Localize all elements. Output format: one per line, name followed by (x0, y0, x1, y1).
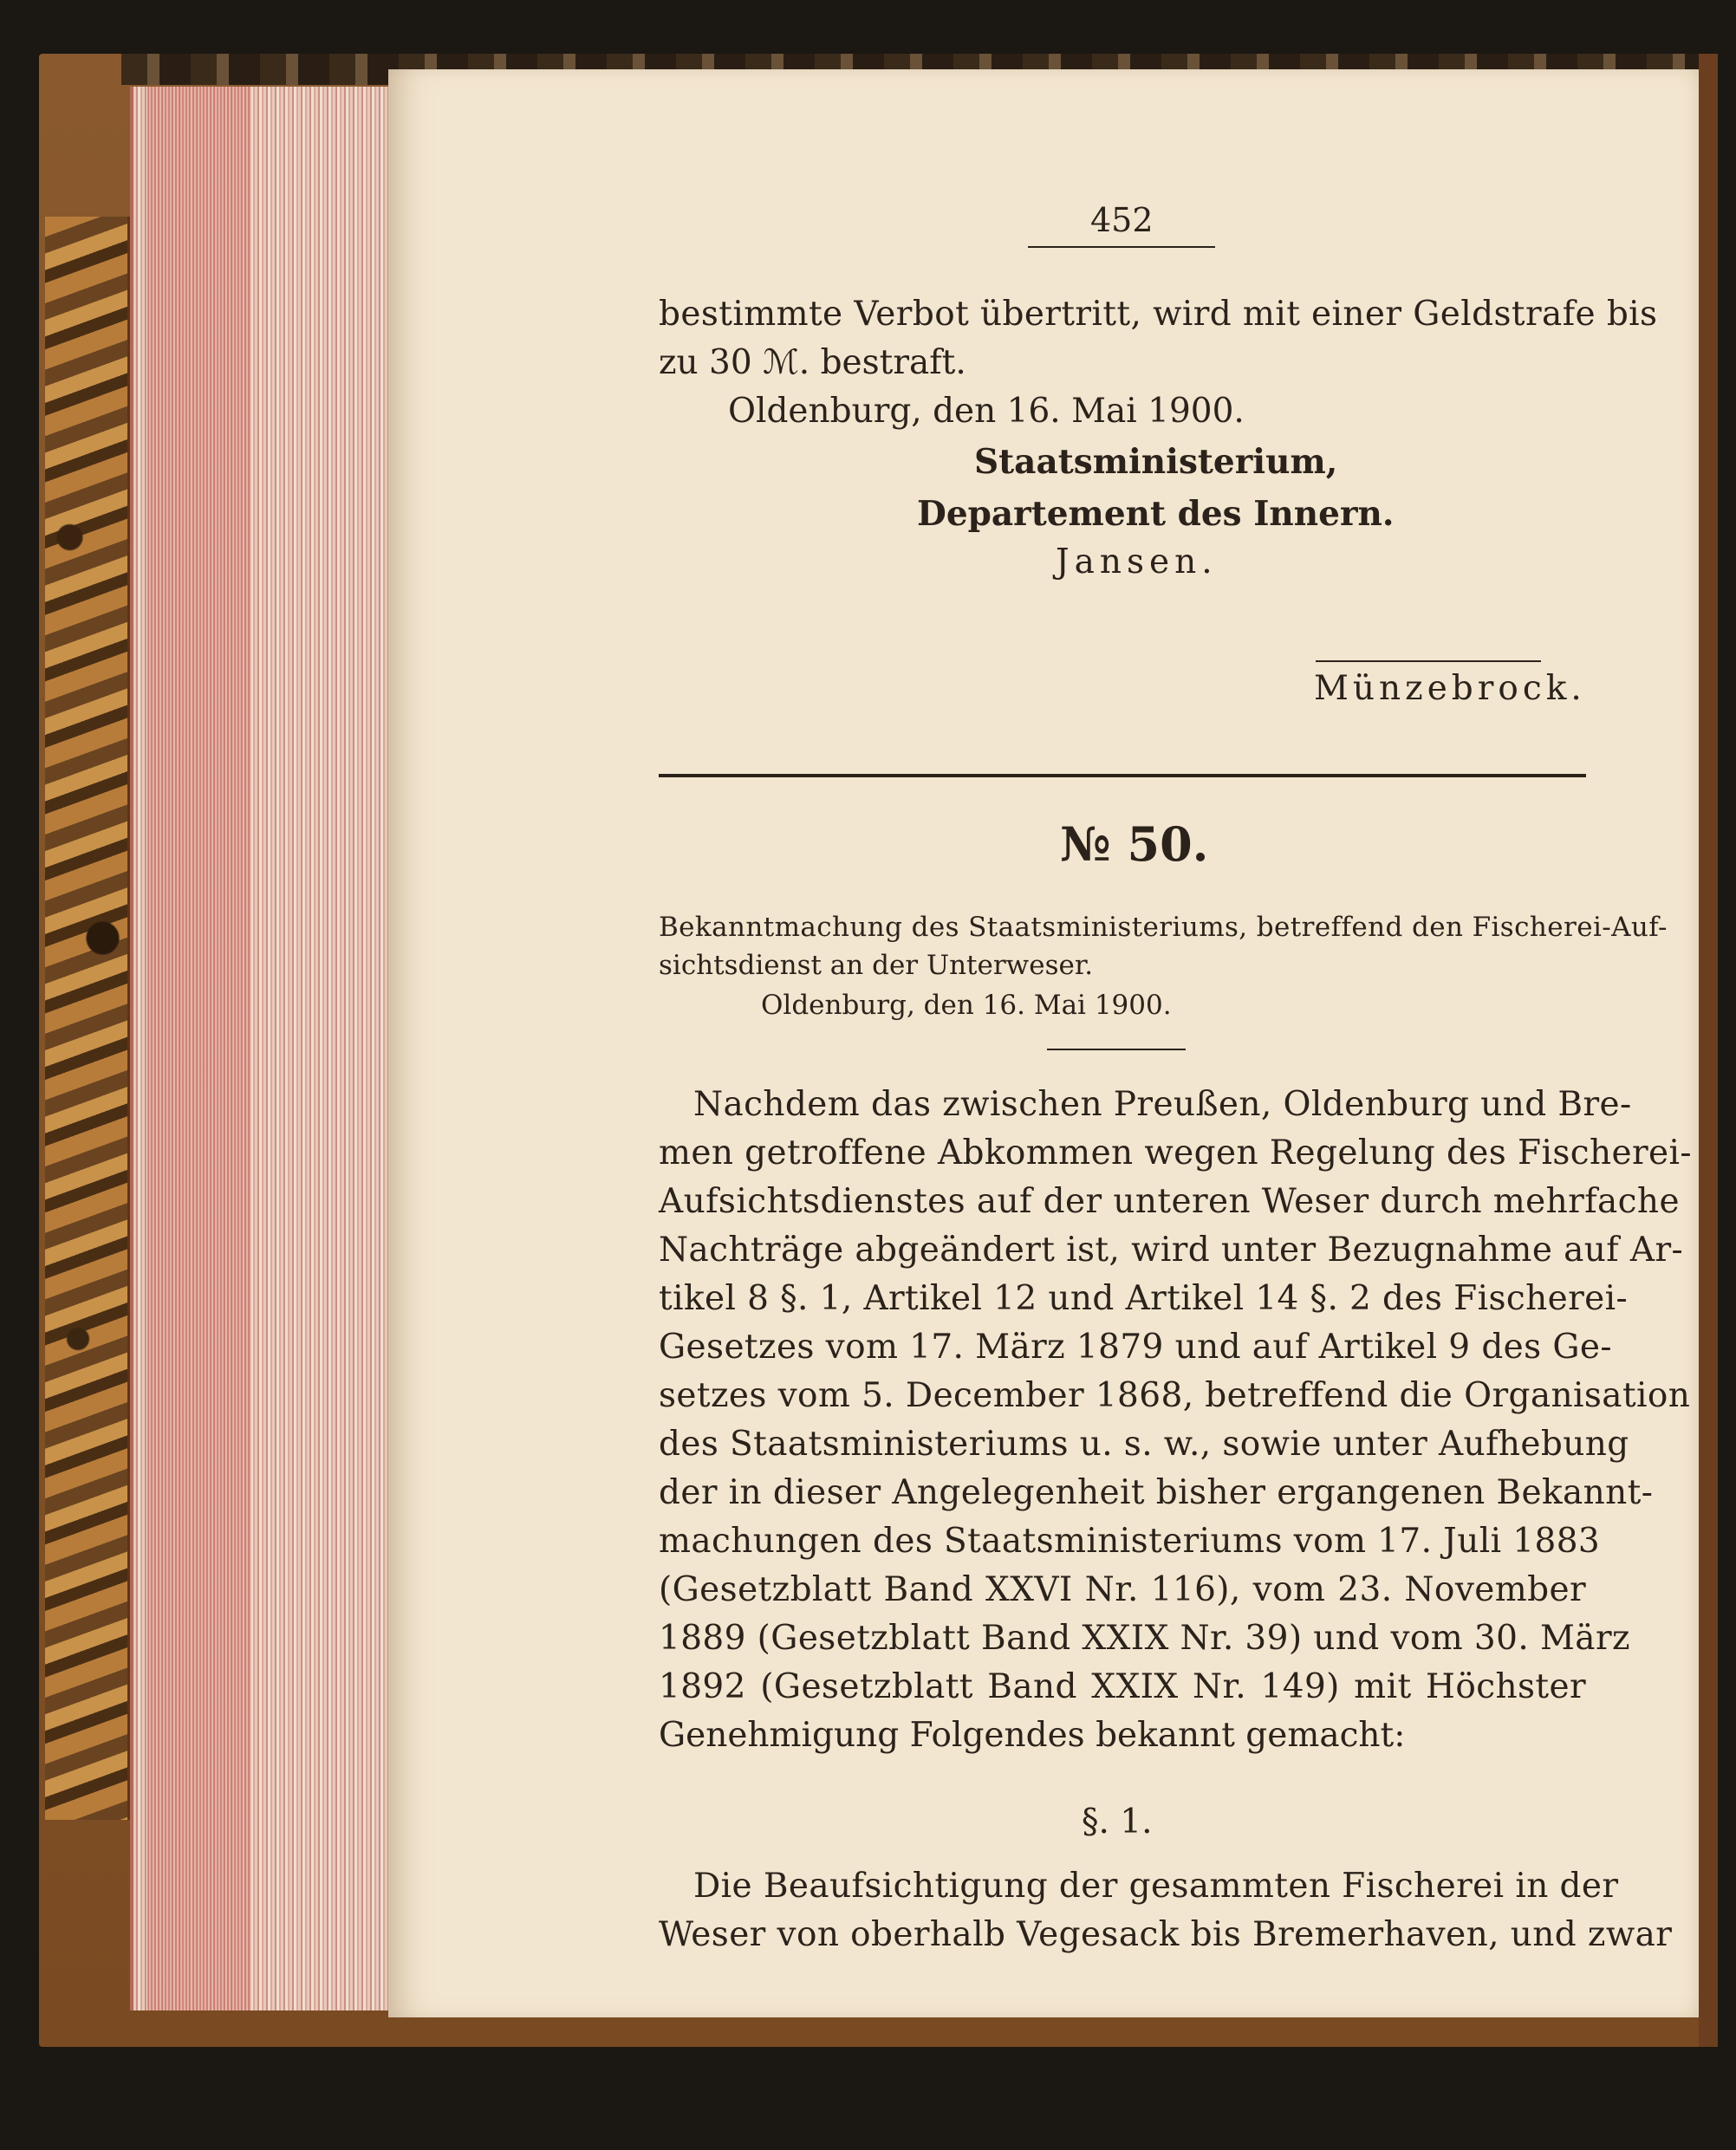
section-line: Weser von oberhalb Vegesack bis Bremerhaven, und zwar (659, 1915, 1673, 1954)
book-page (388, 69, 1699, 2017)
body-line: machungen des Staatsministeriums vom 17. Juli 1883 (659, 1522, 1601, 1561)
body-line: (Gesetzblatt Band XXVI Nr. 116), vom 23. November (659, 1570, 1586, 1609)
marbled-spine (45, 217, 130, 1820)
notice-number: № 50. (1060, 816, 1209, 872)
book-right-edge (1699, 54, 1718, 2047)
body-line: 1892 (Gesetzblatt Band XXIX Nr. 149) mit Höchster (659, 1667, 1586, 1706)
countersign-rule (1316, 660, 1541, 662)
notice-title-line: sichtsdienst an der Unterweser. (659, 950, 1094, 981)
body-line: Genehmigung Folgendes bekannt gemacht: (659, 1716, 1406, 1755)
department-line: Departement des Innern. (917, 494, 1395, 534)
section-line: Die Beaufsichtigung der gesammten Fischerei in der (693, 1867, 1619, 1906)
notice-rule (1047, 1049, 1186, 1050)
page-number-rule (1028, 246, 1215, 248)
notice-title-line: Bekanntmachung des Staatsministeriums, betreffend den Fischerei-Auf- (659, 912, 1668, 943)
body-line: Nachträge abgeändert ist, wird unter Bezugnahme auf Ar- (659, 1231, 1684, 1270)
body-line: setzes vom 5. December 1868, betreffend die Organisation (659, 1376, 1691, 1415)
body-line: Aufsichtsdienstes auf der unteren Weser durch mehrfache (659, 1182, 1680, 1221)
section-divider (659, 774, 1586, 777)
signatory: Jansen. (1056, 542, 1218, 581)
body-line: men getroffene Abkommen wegen Regelung des Fischerei- (659, 1133, 1692, 1172)
body-line: Gesetzes vom 17. März 1879 und auf Artikel 9 des Ge- (659, 1328, 1612, 1367)
page-number: 452 (1090, 201, 1154, 239)
ministry-line: Staatsministerium, (974, 442, 1338, 482)
page-stack-red-edge (147, 87, 251, 2010)
date-line: Oldenburg, den 16. Mai 1900. (728, 392, 1245, 431)
countersign: Münzebrock. (1314, 669, 1586, 708)
body-line: des Staatsministeriums u. s. w., sowie unter Aufhebung (659, 1425, 1629, 1464)
section-heading: §. 1. (1082, 1802, 1153, 1841)
text-line: zu 30 ℳ. bestraft. (659, 343, 966, 382)
notice-date: Oldenburg, den 16. Mai 1900. (761, 990, 1172, 1021)
body-line: der in dieser Angelegenheit bisher ergangenen Bekannt- (659, 1473, 1654, 1512)
body-line: 1889 (Gesetzblatt Band XXIX Nr. 39) und vom 30. März (659, 1619, 1630, 1658)
body-line: Nachdem das zwischen Preußen, Oldenburg und Bre- (693, 1085, 1632, 1124)
body-line: tikel 8 §. 1, Artikel 12 und Artikel 14 §. 2 des Fischerei- (659, 1279, 1629, 1318)
text-line: bestimmte Verbot übertritt, wird mit einer Geldstrafe bis (659, 295, 1658, 334)
